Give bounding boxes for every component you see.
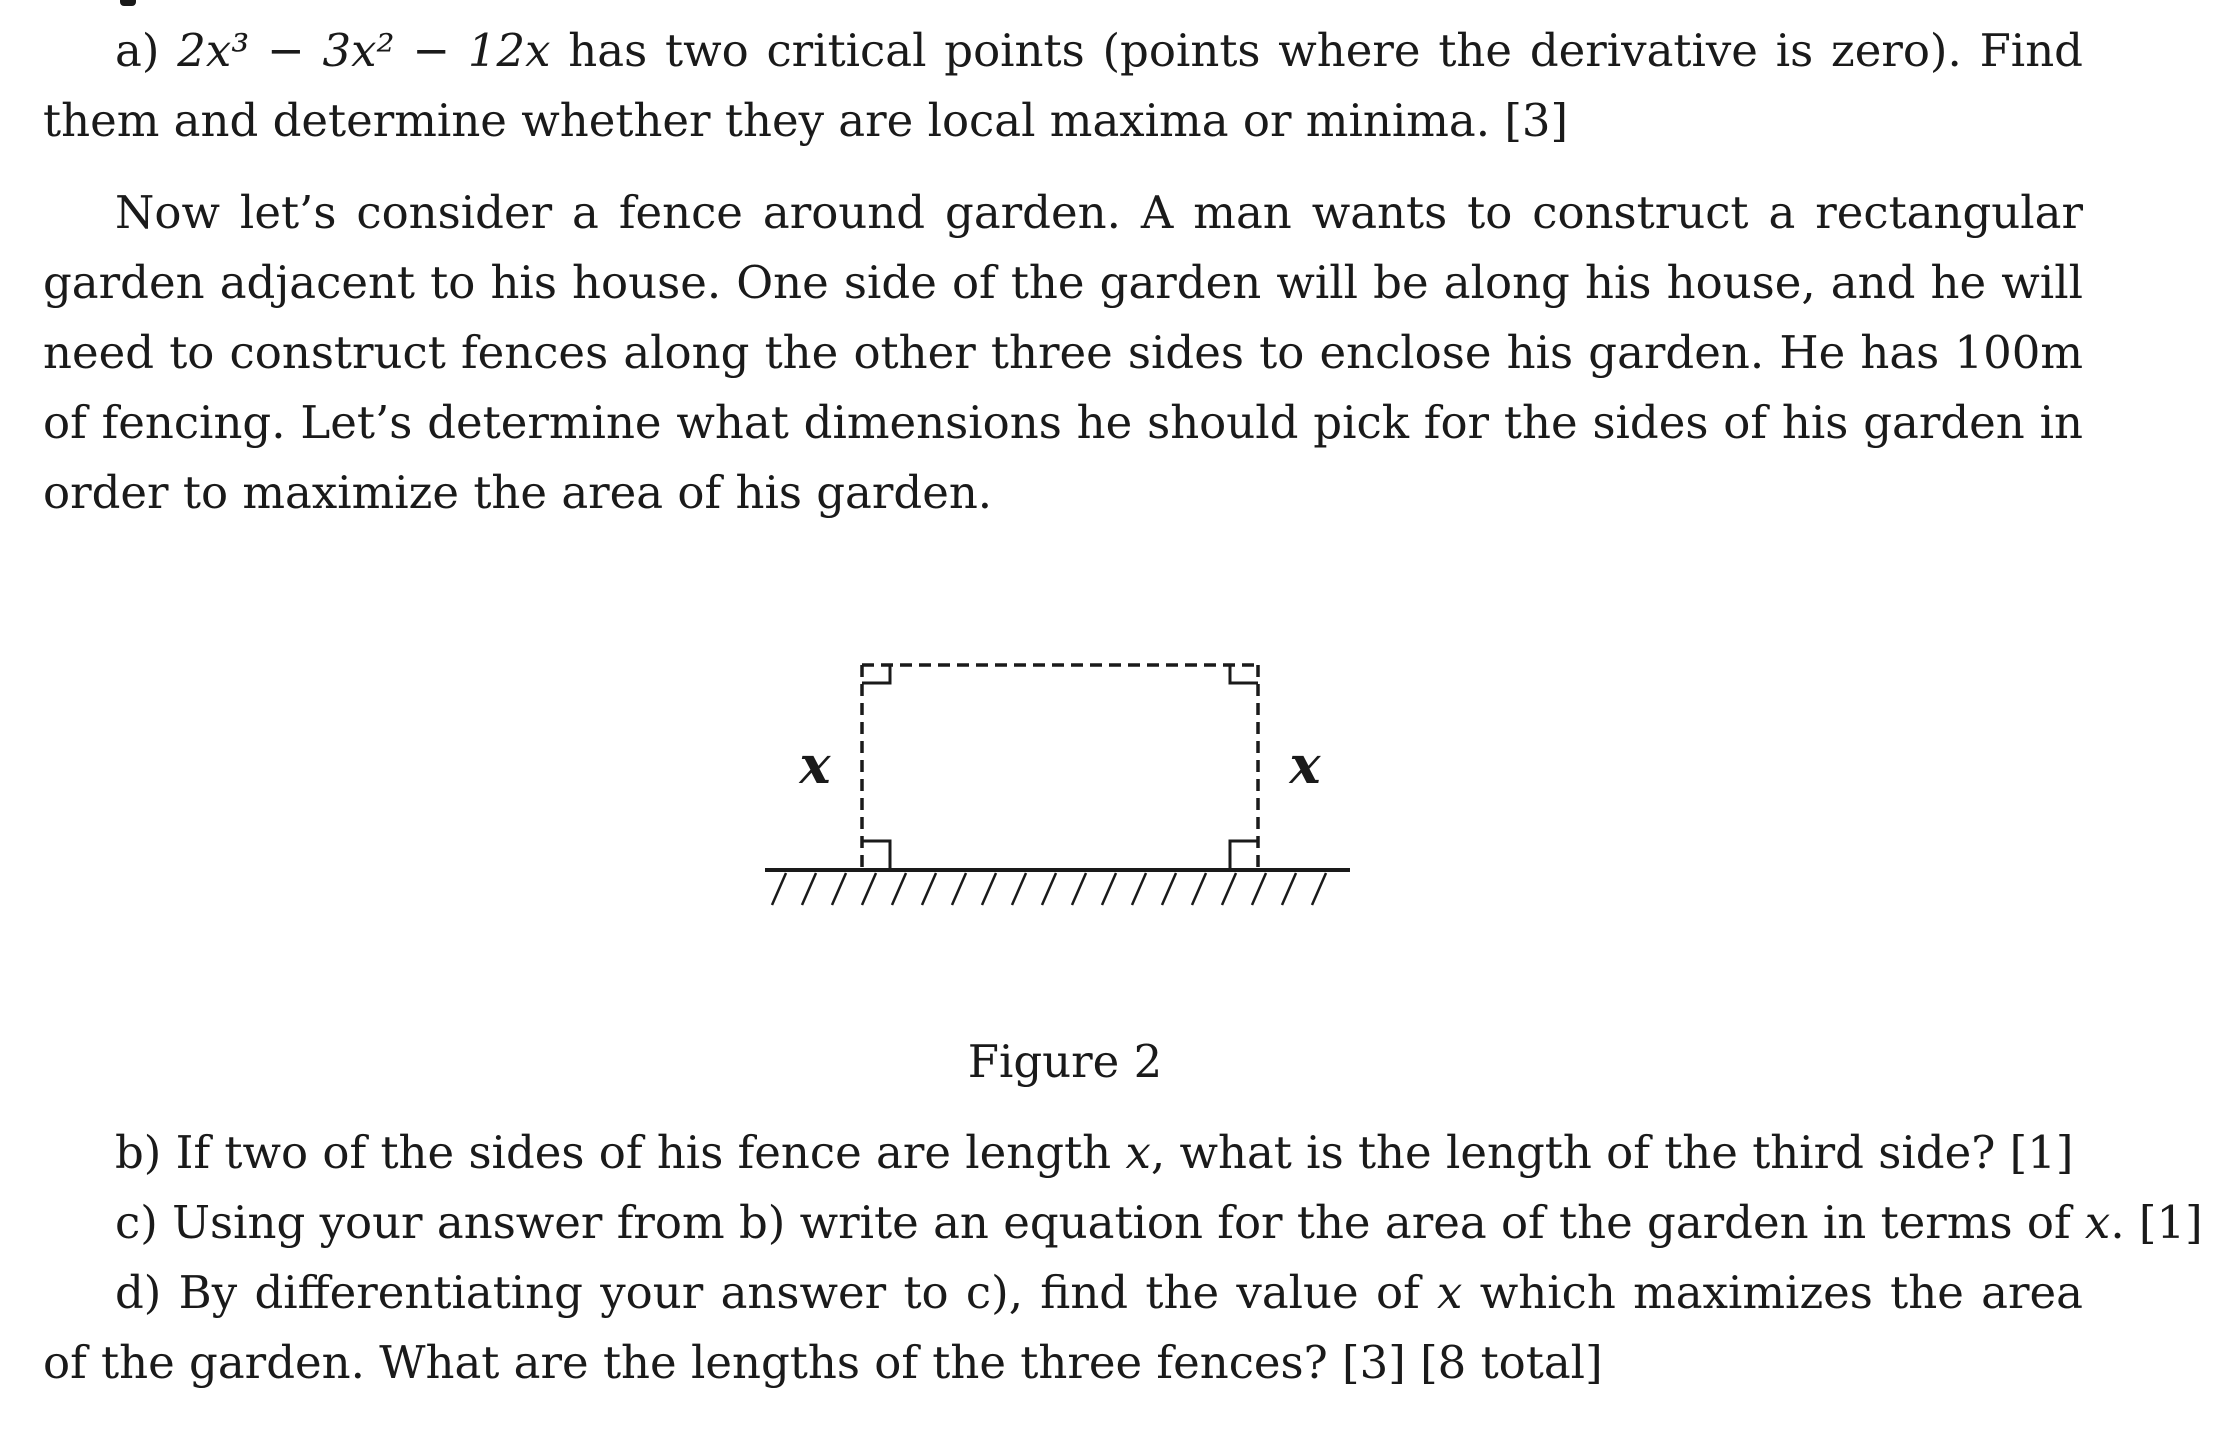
right-angle-marker-top-right (1230, 665, 1258, 683)
right-angle-marker-bottom-right (1230, 841, 1258, 870)
garden-story-paragraph (43, 178, 2083, 528)
minus-sign-1: − (249, 24, 323, 77)
question-b-var: x (1125, 1126, 1151, 1179)
house-hatching (772, 873, 1326, 905)
question-a (43, 16, 2083, 156)
minus-sign-2: − (394, 24, 468, 77)
question-b-text-end: , what is the length of the third side? [1] (1150, 1126, 2074, 1179)
right-side-label: x (1289, 735, 1321, 796)
question-a-text: has two critical points (points where the derivative is zero). Find them and determine whether they are local maxima or minima. [3] (43, 24, 2083, 147)
expr-2x3: 2x³ (177, 24, 250, 77)
question-c-var: x (2084, 1196, 2111, 1249)
left-side-label: x (799, 735, 831, 796)
expr-3x2: 3x² (322, 24, 395, 77)
cropped-text-mark (120, 0, 136, 6)
question-c-text-end: . [1] (2110, 1196, 2203, 1249)
expr-12x: 12x (467, 24, 551, 77)
garden-fence-diagram (760, 645, 1360, 925)
question-d-text-start: d) By differentiating your answer to c), find the value of (115, 1266, 1438, 1319)
question-c-text-start: c) Using your answer from b) write an equation for the area of the garden in terms of (115, 1196, 2085, 1249)
garden-story-text: Now let’s consider a fence around garden. A man wants to construct a rectangular garden adjacent to his house. One side of the garden will be along his house, and he will need to construct fences along the other three sides to enclose his garden. He has 100m of fencing. Let’s determine what dimensions he should pick for the sides of his garden in order to maximize the area of his garden. (43, 186, 2083, 519)
right-angle-marker-bottom-left (862, 841, 890, 870)
question-b-text-start: b) If two of the sides of his fence are length (115, 1126, 1126, 1179)
right-angle-marker-top-left (862, 665, 890, 683)
figure-caption: Figure 2 (967, 1035, 1163, 1088)
question-a-label: a) (115, 24, 160, 77)
question-c (115, 1188, 2203, 1258)
question-d (43, 1258, 2083, 1398)
question-d-text-end: which maximizes the area of the garden. What are the lengths of the three fences? [3] [8 total] (43, 1266, 2083, 1389)
question-d-var: x (1437, 1266, 1463, 1319)
question-b (115, 1118, 2073, 1188)
